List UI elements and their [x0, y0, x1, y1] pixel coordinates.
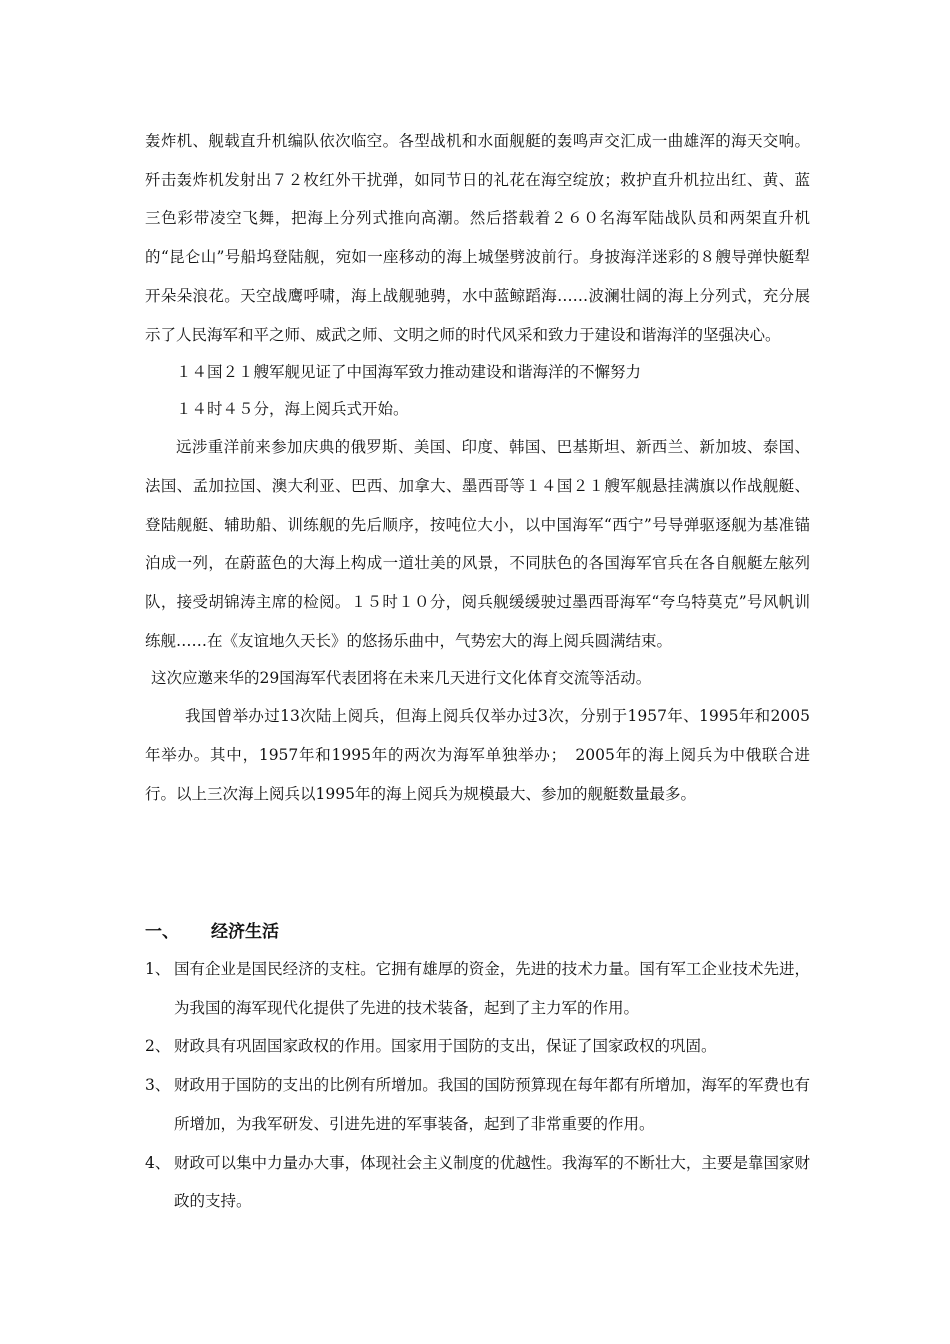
- paragraph-foreign-ships: 远涉重洋前来参加庆典的俄罗斯、美国、印度、韩国、巴基斯坦、新西兰、新加坡、泰国、法国、孟加拉国、澳大利亚、巴西、加拿大、墨西哥等１４国２１艘军舰悬挂满旗以作战舰艇、登陆舰艇、辅助船、训练舰的先后顺序，按吨位大小，以中国海军“西宁”号导弹驱逐舰为基准锚泊成一列，在蔚蓝色的大海上构成一道壮美的风景，不同肤色的各国海军官兵在各自舰艇左舷列队，接受胡锦涛主席的检阅。１５时１０分，阅兵舰缓缓驶过墨西哥海军“夸乌特莫克”号风帆训练舰……在《友谊地久天长》的悠扬乐曲中，气势宏大的海上阅兵圆满结束。: [145, 438, 810, 650]
- list-item-text: 财政用于国防的支出的比例有所增加。我国的国防预算现在每年都有所增加，海军的军费也有所增加，为我军研发、引进先进的军事装备，起到了非常重要的作用。: [174, 1076, 810, 1133]
- paragraph-start-time: １４时４５分，海上阅兵式开始。: [176, 400, 409, 419]
- paragraph-history: 我国曾举办过13次陆上阅兵，但海上阅兵仅举办过3次，分别于1957年、1995年和2005年举办。其中，1957年和1995年的两次为海军单独举办； 2005年的海上阅兵为中俄联合进行。以上三次海上阅兵以1995年的海上阅兵为规模最大、参加的舰艇数量最多。: [145, 707, 810, 803]
- list-item-text: 财政可以集中力量办大事，体现社会主义制度的优越性。我海军的不断壮大，主要是靠国家财政的支持。: [174, 1153, 810, 1211]
- section-heading: [145, 917, 279, 942]
- list-item: [145, 950, 810, 1027]
- list-marker: 4、: [145, 1153, 171, 1172]
- paragraph-subheading: １４国２１艘军舰见证了中国海军致力推动建设和谐海洋的不懈努力: [176, 363, 642, 382]
- list-item: [145, 1066, 810, 1143]
- section-number: 一、: [145, 922, 179, 942]
- list-marker: 1、: [145, 960, 171, 978]
- article-body: [145, 122, 810, 814]
- list-item-text: 财政具有巩固国家政权的作用。国家用于国防的支出，保证了国家政权的巩固。: [174, 1037, 717, 1056]
- list-item-text: 国有企业是国民经济的支柱。它拥有雄厚的资金，先进的技术力量。国有军工企业技术先进，为我国的海军现代化提供了先进的技术装备，起到了主力军的作用。: [174, 960, 810, 1017]
- list-item: [145, 1027, 810, 1066]
- list-marker: 3、: [145, 1076, 171, 1095]
- list-item: [145, 1144, 810, 1221]
- section-title: 经济生活: [211, 922, 279, 942]
- paragraph-delegations: 这次应邀来华的29国海军代表团将在未来几天进行文化体育交流等活动。: [151, 669, 652, 688]
- paragraph-review-description: 轰炸机、舰载直升机编队依次临空。各型战机和水面舰艇的轰鸣声交汇成一曲雄浑的海天交响。歼击轰炸机发射出７２枚红外干扰弹，如同节日的礼花在海空绽放；救护直升机拉出红、黄、蓝三色彩带凌空飞舞，把海上分列式推向高潮。然后搭载着２６０名海军陆战队员和两架直升机的“昆仑山”号船坞登陆舰，宛如一座移动的海上城堡劈波前行。身披海洋迷彩的８艘导弹快艇犁开朵朵浪花。天空战鹰呼啸，海上战舰驰骋，水中蓝鲸蹈海……波澜壮阔的海上分列式，充分展示了人民海军和平之师、威武之师、文明之师的时代风采和致力于建设和谐海洋的坚强决心。: [145, 132, 810, 344]
- numbered-list: [145, 950, 810, 1221]
- list-marker: 2、: [145, 1037, 171, 1056]
